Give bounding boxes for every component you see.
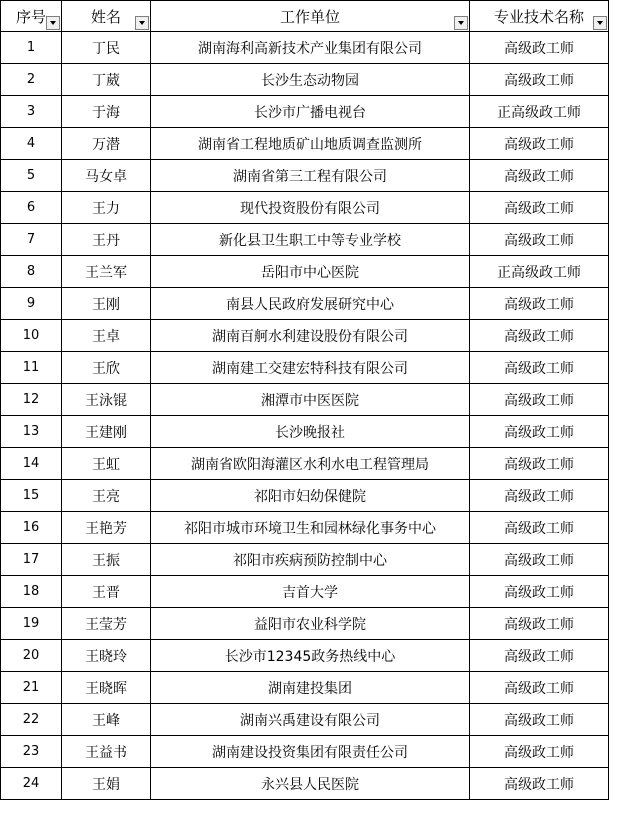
table-row (1, 544, 609, 576)
cell-title[interactable]: 高级政工师 (470, 128, 609, 160)
cell-name[interactable]: 王丹 (62, 224, 151, 256)
cell-title[interactable]: 高级政工师 (470, 288, 609, 320)
table-row (1, 608, 609, 640)
cell-no[interactable]: 8 (1, 256, 62, 288)
cell-no[interactable]: 5 (1, 160, 62, 192)
filter-dropdown-icon[interactable] (135, 16, 149, 30)
cell-name[interactable]: 王晋 (62, 576, 151, 608)
table-row (1, 384, 609, 416)
table-row (1, 736, 609, 768)
cell-title[interactable]: 高级政工师 (470, 704, 609, 736)
table-row (1, 160, 609, 192)
cell-unit[interactable]: 长沙市12345政务热线中心 (151, 640, 470, 672)
cell-title[interactable]: 高级政工师 (470, 32, 609, 64)
cell-unit[interactable]: 湖南省欧阳海灌区水利水电工程管理局 (151, 448, 470, 480)
table-row (1, 352, 609, 384)
filter-dropdown-icon[interactable] (46, 16, 60, 30)
cell-no[interactable]: 24 (1, 768, 62, 800)
cell-title[interactable]: 高级政工师 (470, 480, 609, 512)
cell-name[interactable]: 王建刚 (62, 416, 151, 448)
cell-unit[interactable]: 益阳市农业科学院 (151, 608, 470, 640)
cell-title[interactable]: 正高级政工师 (470, 256, 609, 288)
header-no-label: 序号 (15, 7, 46, 26)
table-row (1, 416, 609, 448)
cell-unit[interactable]: 湖南建工交建宏特科技有限公司 (151, 352, 470, 384)
cell-title[interactable]: 高级政工师 (470, 768, 609, 800)
table-row (1, 320, 609, 352)
table-row (1, 96, 609, 128)
cell-name[interactable]: 王刚 (62, 288, 151, 320)
header-title (470, 1, 609, 32)
cell-unit[interactable]: 南县人民政府发展研究中心 (151, 288, 470, 320)
cell-title[interactable]: 高级政工师 (470, 160, 609, 192)
cell-name[interactable]: 王卓 (62, 320, 151, 352)
cell-no[interactable]: 11 (1, 352, 62, 384)
cell-no[interactable]: 17 (1, 544, 62, 576)
cell-title[interactable]: 高级政工师 (470, 576, 609, 608)
cell-no[interactable]: 19 (1, 608, 62, 640)
cell-unit[interactable]: 湘潭市中医医院 (151, 384, 470, 416)
cell-name[interactable]: 丁民 (62, 32, 151, 64)
cell-unit[interactable]: 湖南海利高新技术产业集团有限公司 (151, 32, 470, 64)
cell-name[interactable]: 王晓晖 (62, 672, 151, 704)
cell-title[interactable]: 高级政工师 (470, 384, 609, 416)
cell-name[interactable]: 王欣 (62, 352, 151, 384)
cell-no[interactable]: 15 (1, 480, 62, 512)
table-row (1, 224, 609, 256)
cell-name[interactable]: 王亮 (62, 480, 151, 512)
cell-title[interactable]: 高级政工师 (470, 224, 609, 256)
cell-name[interactable]: 王泳锟 (62, 384, 151, 416)
header-row (1, 1, 609, 32)
cell-unit[interactable]: 祁阳市妇幼保健院 (151, 480, 470, 512)
cell-no[interactable]: 2 (1, 64, 62, 96)
cell-title[interactable]: 高级政工师 (470, 672, 609, 704)
cell-title[interactable]: 高级政工师 (470, 448, 609, 480)
cell-title[interactable]: 高级政工师 (470, 512, 609, 544)
table-row (1, 576, 609, 608)
cell-no[interactable]: 4 (1, 128, 62, 160)
cell-title[interactable]: 高级政工师 (470, 544, 609, 576)
cell-no[interactable]: 21 (1, 672, 62, 704)
cell-unit[interactable]: 岳阳市中心医院 (151, 256, 470, 288)
cell-no[interactable]: 14 (1, 448, 62, 480)
cell-no[interactable]: 18 (1, 576, 62, 608)
cell-name[interactable]: 万潜 (62, 128, 151, 160)
cell-name[interactable]: 马女卓 (62, 160, 151, 192)
header-title-label: 专业技术名称 (493, 7, 584, 26)
cell-no[interactable]: 13 (1, 416, 62, 448)
cell-no[interactable]: 12 (1, 384, 62, 416)
cell-unit[interactable]: 湖南省第三工程有限公司 (151, 160, 470, 192)
cell-no[interactable]: 16 (1, 512, 62, 544)
table-row (1, 640, 609, 672)
cell-unit[interactable]: 祁阳市疾病预防控制中心 (151, 544, 470, 576)
cell-title[interactable]: 高级政工师 (470, 64, 609, 96)
cell-no[interactable]: 9 (1, 288, 62, 320)
cell-name[interactable]: 王力 (62, 192, 151, 224)
cell-title[interactable]: 高级政工师 (470, 192, 609, 224)
cell-unit[interactable]: 湖南建投集团 (151, 672, 470, 704)
cell-name[interactable]: 王峰 (62, 704, 151, 736)
cell-name[interactable]: 于海 (62, 96, 151, 128)
cell-title[interactable]: 高级政工师 (470, 736, 609, 768)
table-row (1, 192, 609, 224)
cell-unit[interactable]: 长沙市广播电视台 (151, 96, 470, 128)
cell-unit[interactable]: 永兴县人民医院 (151, 768, 470, 800)
cell-title[interactable]: 高级政工师 (470, 352, 609, 384)
table-row (1, 704, 609, 736)
cell-unit[interactable]: 祁阳市城市环境卫生和园林绿化事务中心 (151, 512, 470, 544)
cell-no[interactable]: 3 (1, 96, 62, 128)
cell-unit[interactable]: 长沙生态动物园 (151, 64, 470, 96)
filter-dropdown-icon[interactable] (593, 16, 607, 30)
cell-name[interactable]: 王艳芳 (62, 512, 151, 544)
cell-no[interactable]: 10 (1, 320, 62, 352)
cell-name[interactable]: 王晓玲 (62, 640, 151, 672)
table-row (1, 64, 609, 96)
cell-unit[interactable]: 长沙晚报社 (151, 416, 470, 448)
cell-title[interactable]: 高级政工师 (470, 320, 609, 352)
cell-no[interactable]: 7 (1, 224, 62, 256)
header-name-label: 姓名 (90, 7, 121, 26)
cell-unit[interactable]: 新化县卫生职工中等专业学校 (151, 224, 470, 256)
cell-unit[interactable]: 湖南省工程地质矿山地质调查监测所 (151, 128, 470, 160)
cell-title[interactable]: 高级政工师 (470, 640, 609, 672)
cell-title[interactable]: 高级政工师 (470, 608, 609, 640)
table-row (1, 128, 609, 160)
cell-name[interactable]: 王娟 (62, 768, 151, 800)
filter-dropdown-icon[interactable] (454, 16, 468, 30)
cell-unit[interactable]: 湖南兴禹建设有限公司 (151, 704, 470, 736)
cell-no[interactable]: 1 (1, 32, 62, 64)
table-row (1, 480, 609, 512)
table-row (1, 768, 609, 800)
cell-no[interactable]: 23 (1, 736, 62, 768)
cell-name[interactable]: 王振 (62, 544, 151, 576)
cell-no[interactable]: 20 (1, 640, 62, 672)
cell-unit[interactable]: 现代投资股份有限公司 (151, 192, 470, 224)
table-row (1, 512, 609, 544)
header-no (1, 1, 62, 32)
cell-unit[interactable]: 湖南百舸水利建设股份有限公司 (151, 320, 470, 352)
table-row (1, 288, 609, 320)
cell-title[interactable]: 正高级政工师 (470, 96, 609, 128)
table-row (1, 32, 609, 64)
cell-title[interactable]: 高级政工师 (470, 416, 609, 448)
cell-name[interactable]: 王莹芳 (62, 608, 151, 640)
cell-name[interactable]: 王益书 (62, 736, 151, 768)
cell-name[interactable]: 丁葳 (62, 64, 151, 96)
cell-no[interactable]: 6 (1, 192, 62, 224)
header-unit-label: 工作单位 (279, 7, 340, 26)
table-row (1, 672, 609, 704)
header-name (62, 1, 151, 32)
cell-name[interactable]: 王虹 (62, 448, 151, 480)
cell-unit[interactable]: 湖南建设投资集团有限责任公司 (151, 736, 470, 768)
header-unit (151, 1, 470, 32)
cell-name[interactable]: 王兰军 (62, 256, 151, 288)
table-row (1, 448, 609, 480)
table-row (1, 256, 609, 288)
cell-no[interactable]: 22 (1, 704, 62, 736)
cell-unit[interactable]: 吉首大学 (151, 576, 470, 608)
